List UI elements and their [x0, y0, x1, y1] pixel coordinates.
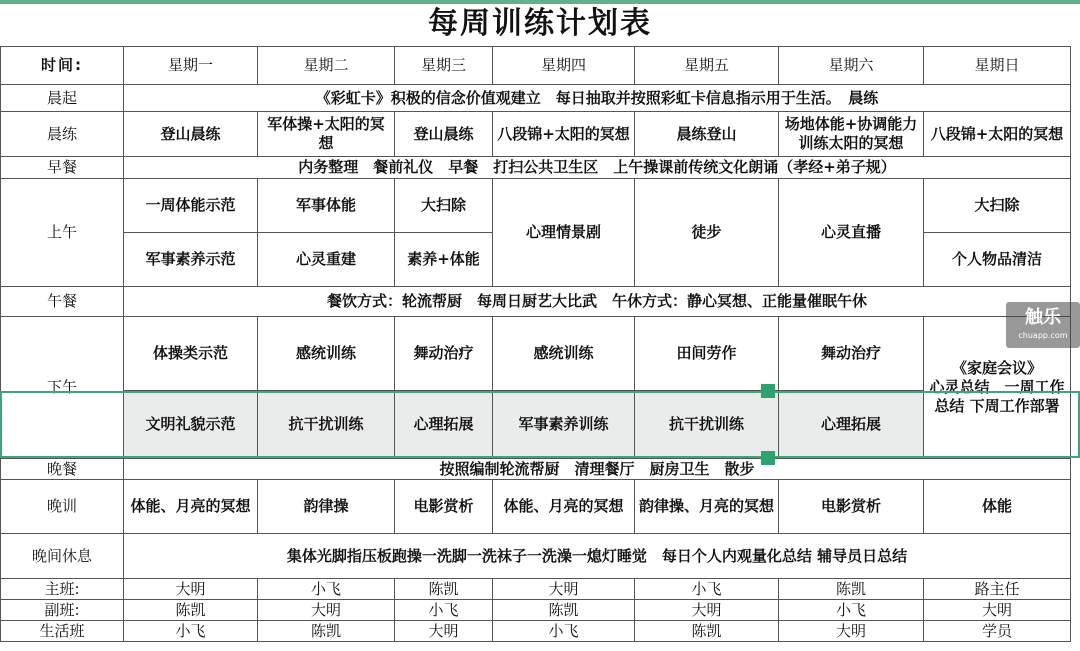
evening-row — [1, 480, 1071, 534]
day-tue: 星期二 — [258, 47, 395, 85]
staff-deputy-mon: 陈凯 — [124, 600, 258, 621]
breakfast-row — [1, 157, 1071, 179]
dinner-label: 晚餐 — [1, 459, 124, 480]
morning-thu: 心理情景剧 — [493, 179, 635, 287]
schedule-table — [0, 46, 1071, 642]
morning-exercise-mon: 登山晨练 — [124, 112, 258, 157]
evening-sun: 体能 — [924, 480, 1071, 534]
day-sat: 星期六 — [779, 47, 924, 85]
afternoon-label: 下午 — [1, 317, 124, 459]
afternoon-row-2 — [1, 391, 1071, 459]
breakfast-text: 内务整理 餐前礼仪 早餐 打扫公共卫生区 上午操课前传统文化朗诵（孝经+弟子规） — [124, 157, 1071, 179]
morning-wed-1: 大扫除 — [395, 179, 493, 233]
morning-fri: 徒步 — [635, 179, 779, 287]
afternoon-tue-1: 感统训练 — [258, 317, 395, 391]
staff-life-sat: 大明 — [779, 621, 924, 642]
morning-sat: 心灵直播 — [779, 179, 924, 287]
morning-row-1 — [1, 179, 1071, 233]
staff-life-label: 生活班 — [1, 621, 124, 642]
watermark-url: chuapp.com — [1018, 331, 1068, 340]
staff-main-thu: 大明 — [493, 579, 635, 600]
afternoon-thu-1: 感统训练 — [493, 317, 635, 391]
afternoon-tue-2: 抗干扰训练 — [258, 391, 395, 459]
staff-life-wed: 大明 — [395, 621, 493, 642]
watermark-logo: 触乐 — [1025, 307, 1061, 328]
family-meeting-title: 《家庭会议》 — [951, 359, 1042, 377]
afternoon-fri-1: 田间劳作 — [635, 317, 779, 391]
morning-label: 上午 — [1, 179, 124, 287]
wake-row — [1, 85, 1071, 112]
afternoon-thu-2: 军事素养训练 — [493, 391, 635, 459]
morning-exercise-tue: 军体操+太阳的冥想 — [258, 112, 395, 157]
staff-life-thu: 小飞 — [493, 621, 635, 642]
morning-exercise-thu: 八段锦+太阳的冥想 — [493, 112, 635, 157]
staff-life-sun: 学员 — [924, 621, 1071, 642]
night-row — [1, 534, 1071, 579]
time-header: 时间: — [1, 47, 124, 85]
morning-tue-2: 心灵重建 — [258, 233, 395, 287]
evening-thu: 体能、月亮的冥想 — [493, 480, 635, 534]
staff-main-sun: 路主任 — [924, 579, 1071, 600]
staff-main-mon: 大明 — [124, 579, 258, 600]
morning-mon-2: 军事素养示范 — [124, 233, 258, 287]
staff-deputy-tue: 大明 — [258, 600, 395, 621]
staff-life-fri: 陈凯 — [635, 621, 779, 642]
evening-fri: 韵律操、月亮的冥想 — [635, 480, 779, 534]
morning-tue-1: 军事体能 — [258, 179, 395, 233]
morning-exercise-fri: 晨练登山 — [635, 112, 779, 157]
wake-label: 晨起 — [1, 85, 124, 112]
afternoon-fri-2: 抗干扰训练 — [635, 391, 779, 459]
night-text: 集体光脚指压板跑操一洗脚一洗袜子一洗澡一熄灯睡觉 每日个人内观量化总结 辅导员日总结 — [124, 534, 1071, 579]
staff-row-deputy — [1, 600, 1071, 621]
day-sun: 星期日 — [924, 47, 1071, 85]
morning-exercise-wed: 登山晨练 — [395, 112, 493, 157]
morning-exercise-sun: 八段锦+太阳的冥想 — [924, 112, 1071, 157]
watermark-badge — [1006, 302, 1080, 348]
staff-deputy-wed: 小飞 — [395, 600, 493, 621]
morning-exercise-row — [1, 112, 1071, 157]
lunch-text: 餐饮方式：轮流帮厨 每周日厨艺大比武 午休方式：静心冥想、正能量催眠午休 — [124, 287, 1071, 317]
morning-exercise-sat: 场地体能+协调能力训练太阳的冥想 — [779, 112, 924, 157]
header-row — [1, 47, 1071, 85]
morning-wed-2: 素养+体能 — [395, 233, 493, 287]
staff-row-main — [1, 579, 1071, 600]
selection-resize-handle-bottom[interactable] — [761, 451, 775, 465]
night-label: 晚间休息 — [1, 534, 124, 579]
page-title: 每周训练计划表 — [428, 6, 652, 41]
afternoon-mon-1: 体操类示范 — [124, 317, 258, 391]
staff-main-tue: 小飞 — [258, 579, 395, 600]
morning-sun-2: 个人物品清洁 — [924, 233, 1071, 287]
staff-deputy-sat: 小飞 — [779, 600, 924, 621]
day-wed: 星期三 — [395, 47, 493, 85]
day-mon: 星期一 — [124, 47, 258, 85]
family-meeting-body: 心灵总结 一周工作总结 下周工作部署 — [929, 378, 1065, 415]
staff-row-life — [1, 621, 1071, 642]
afternoon-wed-2: 心理拓展 — [395, 391, 493, 459]
afternoon-mon-2: 文明礼貌示范 — [124, 391, 258, 459]
lunch-label: 午餐 — [1, 287, 124, 317]
evening-label: 晚训 — [1, 480, 124, 534]
staff-main-label: 主班: — [1, 579, 124, 600]
staff-deputy-thu: 陈凯 — [493, 600, 635, 621]
morning-exercise-label: 晨练 — [1, 112, 124, 157]
staff-deputy-fri: 大明 — [635, 600, 779, 621]
morning-sun-1: 大扫除 — [924, 179, 1071, 233]
evening-tue: 韵律操 — [258, 480, 395, 534]
afternoon-sat-1: 舞动治疗 — [779, 317, 924, 391]
staff-main-fri: 小飞 — [635, 579, 779, 600]
staff-life-mon: 小飞 — [124, 621, 258, 642]
evening-mon: 体能、月亮的冥想 — [124, 480, 258, 534]
afternoon-wed-1: 舞动治疗 — [395, 317, 493, 391]
staff-main-sat: 陈凯 — [779, 579, 924, 600]
staff-deputy-label: 副班: — [1, 600, 124, 621]
evening-sat: 电影赏析 — [779, 480, 924, 534]
staff-main-wed: 陈凯 — [395, 579, 493, 600]
afternoon-sat-2: 心理拓展 — [779, 391, 924, 459]
evening-wed: 电影赏析 — [395, 480, 493, 534]
staff-deputy-sun: 大明 — [924, 600, 1071, 621]
breakfast-label: 早餐 — [1, 157, 124, 179]
morning-mon-1: 一周体能示范 — [124, 179, 258, 233]
dinner-row — [1, 459, 1071, 480]
day-fri: 星期五 — [635, 47, 779, 85]
wake-text: 《彩虹卡》积极的信念价值观建立 每日抽取并按照彩虹卡信息指示用于生活。 晨练 — [124, 85, 1071, 112]
selection-resize-handle-top[interactable] — [761, 384, 775, 398]
staff-life-tue: 陈凯 — [258, 621, 395, 642]
day-thu: 星期四 — [493, 47, 635, 85]
dinner-text: 按照编制轮流帮厨 清理餐厅 厨房卫生 散步 — [124, 459, 1071, 480]
lunch-row — [1, 287, 1071, 317]
afternoon-row-1 — [1, 317, 1071, 391]
